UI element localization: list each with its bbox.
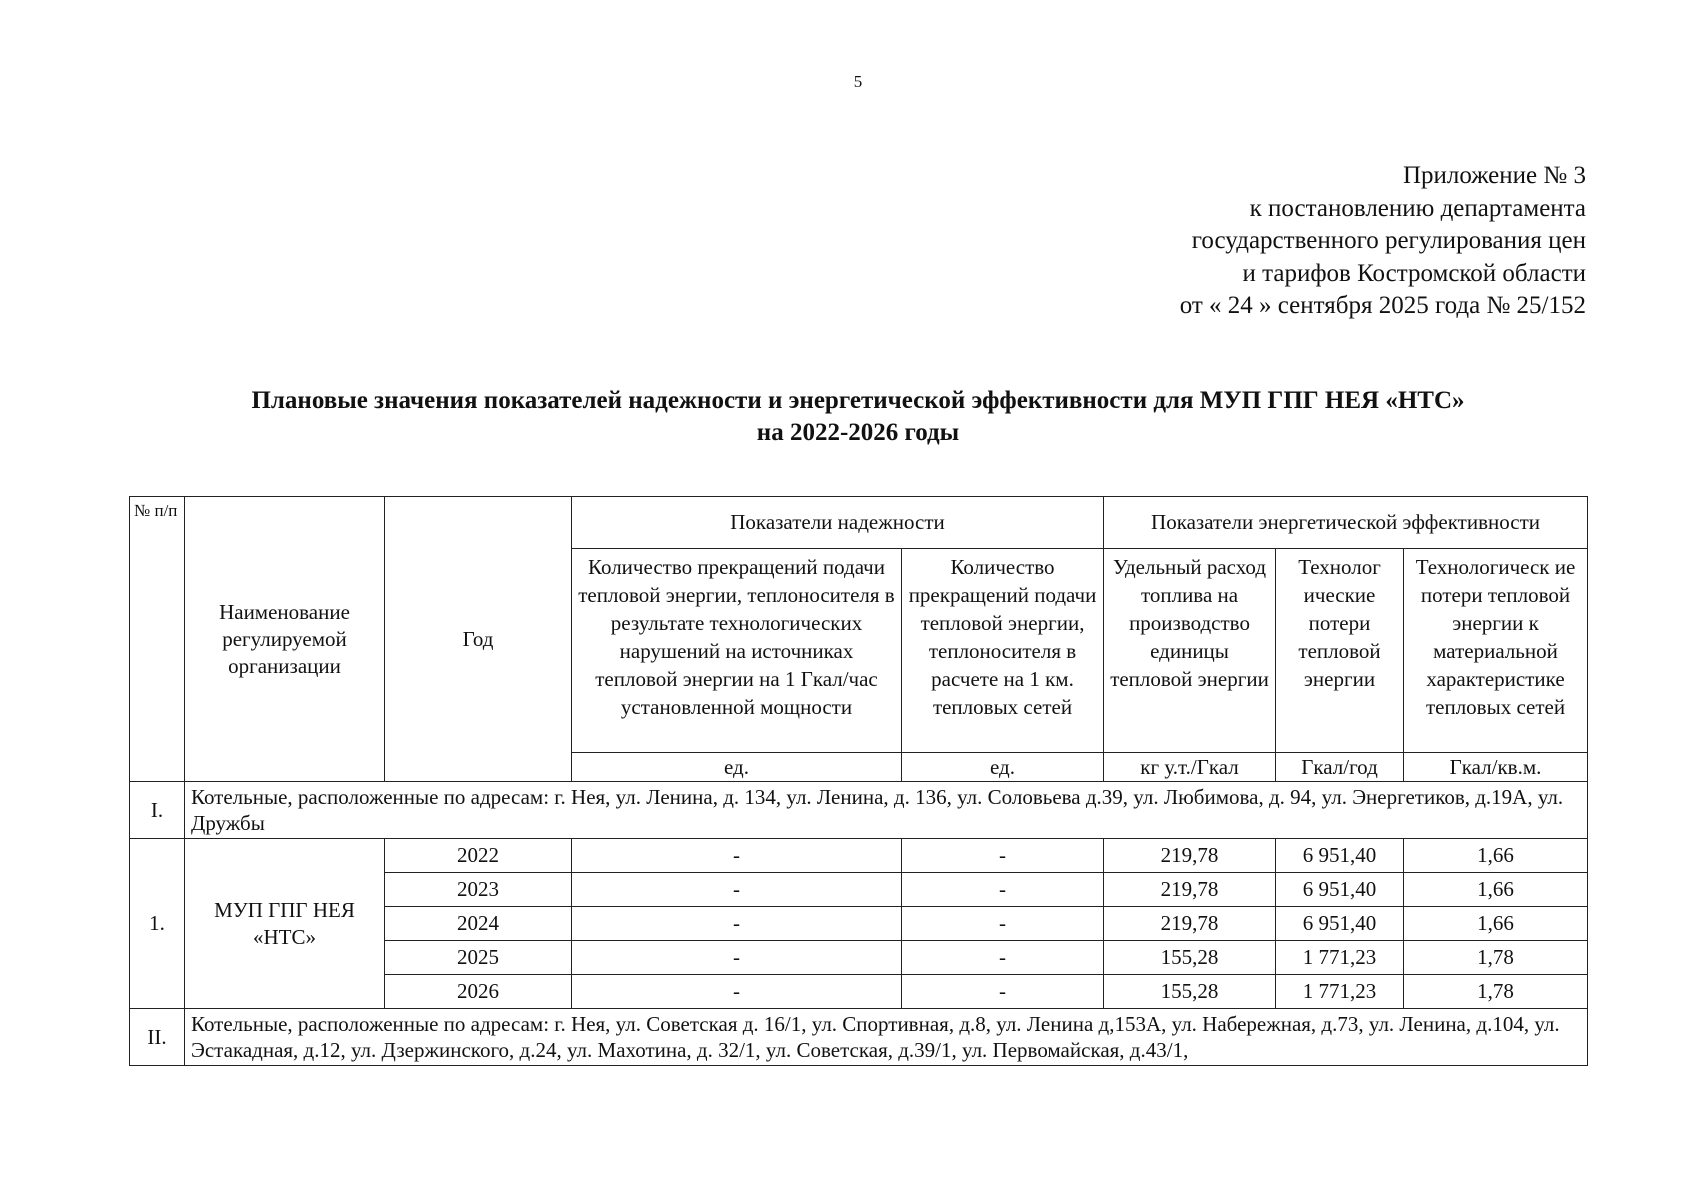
document-title (0, 385, 1696, 449)
section-2-text: Котельные, расположенные по адресам: г. Нея, ул. Советская д. 16/1, ул. Спортивная, д.8, ул. Ленина д,153А, ул. Набережная, д.73, ул. Ленина, д.104, ул. Эстакадная, д.12, ул. Дзержинского, д.24, ул. Махотина, д. 32/1, ул. Советская, д.39/1, ул. Первомайская, д.43/1, (185, 1009, 1588, 1066)
unit-col2: ед. (902, 753, 1104, 782)
value-cell: - (902, 907, 1104, 941)
year-cell: 2026 (385, 975, 572, 1009)
header-efficiency-group: Показатели энергетической эффективности (1104, 497, 1588, 549)
section-1-text: Котельные, расположенные по адресам: г. Нея, ул. Ленина, д. 134, ул. Ленина, д. 136, ул. Соловьева д.39, ул. Любимова, д. 94, ул. Энергетиков, д.19А, ул. Дружбы (185, 782, 1588, 839)
unit-col5: Гкал/кв.м. (1404, 753, 1588, 782)
group-1-org: МУП ГПГ НЕЯ «НТС» (185, 839, 385, 1009)
value-cell: - (572, 975, 902, 1009)
header-reliability-group: Показатели надежности (572, 497, 1104, 549)
header-col2: Количество прекращений подачи тепловой энергии, теплоносителя в расчете на 1 км. тепловых сетей (902, 549, 1104, 753)
value-cell: 1 771,23 (1276, 975, 1404, 1009)
section-1-num: I. (130, 782, 185, 839)
value-cell: - (572, 839, 902, 873)
value-cell: - (902, 839, 1104, 873)
value-cell: 1,66 (1404, 907, 1588, 941)
header-col3: Удельный расход топлива на производство единицы тепловой энергии (1104, 549, 1276, 753)
header-year: Год (385, 497, 572, 782)
year-cell: 2025 (385, 941, 572, 975)
year-cell: 2024 (385, 907, 572, 941)
value-cell: - (902, 941, 1104, 975)
indicators-table (129, 496, 1588, 1066)
value-cell: 1,66 (1404, 839, 1588, 873)
value-cell: 1,78 (1404, 941, 1588, 975)
header-col1: Количество прекращений подачи тепловой энергии, теплоносителя в результате технологических нарушений на источниках тепловой энергии на 1 Гкал/час установленной мощности (572, 549, 902, 753)
value-cell: - (902, 975, 1104, 1009)
value-cell: 1,66 (1404, 873, 1588, 907)
page-number: 5 (853, 72, 863, 91)
table-row (130, 839, 1588, 873)
value-cell: - (572, 907, 902, 941)
group-1-num: 1. (130, 839, 185, 1009)
appendix-line: Приложение № 3 (1402, 162, 1586, 189)
value-cell: 219,78 (1104, 873, 1276, 907)
value-cell: 155,28 (1104, 975, 1276, 1009)
value-cell: 219,78 (1104, 839, 1276, 873)
section-2-num: II. (130, 1009, 185, 1066)
year-cell: 2022 (385, 839, 572, 873)
appendix-line: и тарифов Костромской области (1242, 259, 1586, 287)
value-cell: 6 951,40 (1276, 839, 1404, 873)
header-col5: Технологическ ие потери тепловой энергии к материальной характеристике тепловых сетей (1404, 549, 1588, 753)
value-cell: 219,78 (1104, 907, 1276, 941)
value-cell: 1,78 (1404, 975, 1588, 1009)
header-num: № п/п (130, 497, 185, 782)
value-cell: - (572, 941, 902, 975)
appendix-line: государственного регулирования цен (1191, 227, 1586, 254)
unit-col3: кг у.т./Гкал (1104, 753, 1276, 782)
unit-col1: ед. (572, 753, 902, 782)
appendix-line: от « 24 » сентября 2025 года № 25/152 (1179, 292, 1586, 319)
value-cell: 155,28 (1104, 941, 1276, 975)
value-cell: - (902, 873, 1104, 907)
value-cell: - (572, 873, 902, 907)
header-org: Наименование регулируемой организации (185, 497, 385, 782)
appendix-line: к постановлению департамента (1249, 194, 1586, 222)
value-cell: 1 771,23 (1276, 941, 1404, 975)
title-line-2: на 2022-2026 годы (756, 419, 960, 446)
year-cell: 2023 (385, 873, 572, 907)
title-line-1: Плановые значения показателей надежности и энергетической эффективности для МУП ГПГ НЕЯ «НТС» (251, 387, 1465, 414)
header-col4: Технолог ические потери тепловой энергии (1276, 549, 1404, 753)
appendix-block (1180, 160, 1586, 323)
unit-col4: Гкал/год (1276, 753, 1404, 782)
value-cell: 6 951,40 (1276, 907, 1404, 941)
value-cell: 6 951,40 (1276, 873, 1404, 907)
